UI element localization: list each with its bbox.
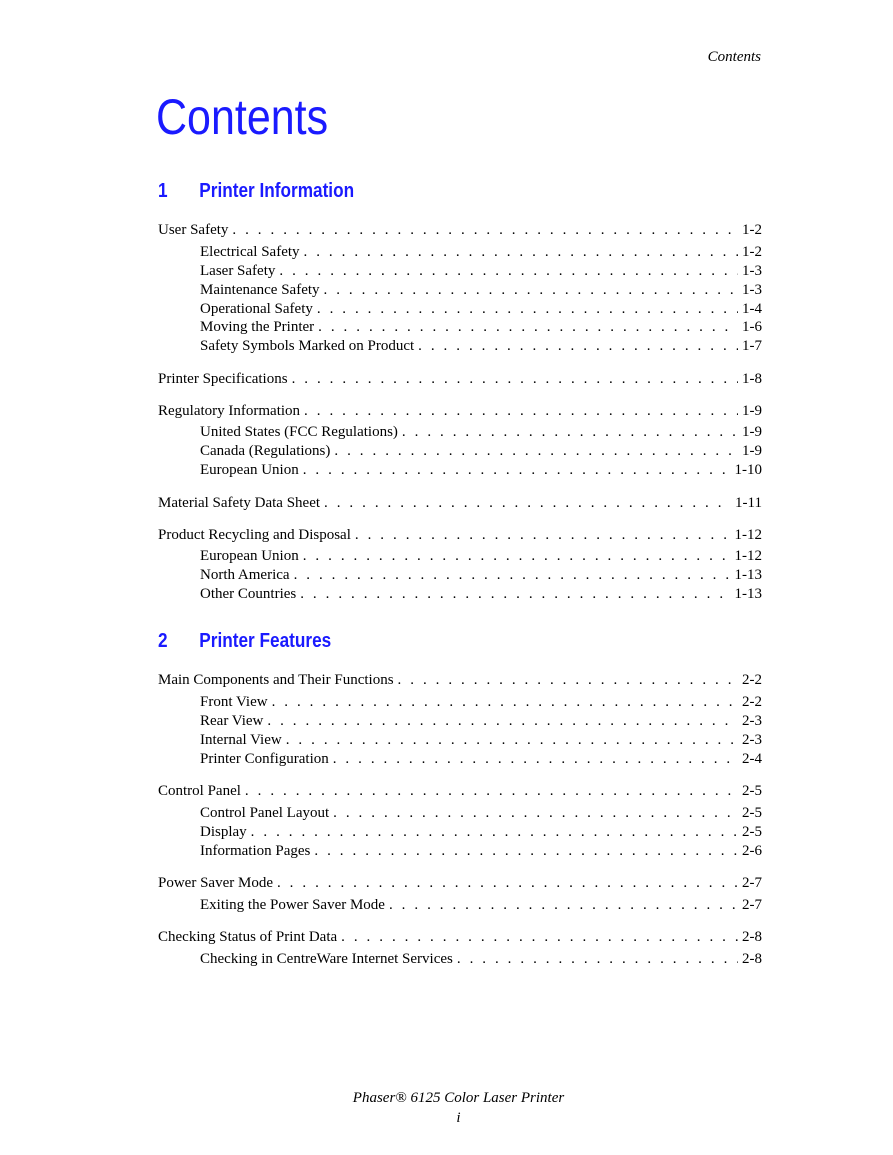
toc-subentry[interactable]	[200, 896, 762, 914]
chapter-heading-1	[158, 180, 354, 203]
toc-page-number: 1-4	[742, 301, 762, 317]
toc-page-number: 2-8	[742, 929, 762, 945]
toc-entry-label: Front View	[200, 694, 268, 710]
dot-leader	[292, 370, 738, 388]
toc-entry-label: European Union	[200, 548, 299, 564]
toc-entry[interactable]	[158, 402, 762, 420]
toc-entry[interactable]	[158, 782, 762, 800]
toc-page-number: 1-10	[734, 462, 762, 478]
dot-leader	[324, 494, 731, 512]
dot-leader	[304, 243, 738, 261]
toc-subentry[interactable]	[200, 693, 762, 711]
dot-leader	[303, 461, 731, 479]
footer-product-name: Phaser® 6125 Color Laser Printer	[352, 1090, 565, 1106]
dot-leader	[324, 281, 738, 299]
toc-entry-label: User Safety	[158, 222, 229, 238]
toc-entry-label: Exiting the Power Saver Mode	[200, 897, 385, 913]
toc-page-number: 2-5	[742, 783, 762, 799]
toc-subentry[interactable]	[200, 823, 762, 841]
dot-leader	[279, 262, 738, 280]
dot-leader	[303, 547, 731, 565]
dot-leader	[333, 804, 738, 822]
toc-entry-label: Canada (Regulations)	[200, 443, 331, 459]
dot-leader	[333, 750, 738, 768]
toc-entry[interactable]	[158, 671, 762, 689]
dot-leader	[277, 874, 738, 892]
toc-page-number: 2-6	[742, 843, 762, 859]
chapter-number: 2	[158, 630, 168, 652]
toc-subentry[interactable]	[200, 547, 762, 565]
toc-entry-label: Display	[200, 824, 247, 840]
chapter-heading-2	[158, 630, 331, 653]
toc-page-number: 1-2	[742, 222, 762, 238]
toc-page-number: 1-12	[734, 548, 762, 564]
toc-page-number: 2-8	[742, 951, 762, 967]
toc-entry-label: Moving the Printer	[200, 319, 315, 335]
toc-entry-label: Main Components and Their Functions	[158, 672, 394, 688]
toc-entry-label: United States (FCC Regulations)	[200, 424, 398, 440]
toc-entry-label: Power Saver Mode	[158, 875, 273, 891]
toc-subentry[interactable]	[200, 281, 762, 299]
dot-leader	[267, 712, 738, 730]
toc-page-number: 1-11	[735, 495, 762, 511]
toc-subentry[interactable]	[200, 585, 762, 603]
toc-entry-label: Printer Configuration	[200, 751, 329, 767]
toc-page-number: 1-2	[742, 244, 762, 260]
toc-page-number: 1-9	[742, 443, 762, 459]
toc-subentry[interactable]	[200, 950, 762, 968]
dot-leader	[355, 526, 731, 544]
toc-entry[interactable]	[158, 928, 762, 946]
toc-subentry[interactable]	[200, 712, 762, 730]
dot-leader	[232, 221, 738, 239]
toc-page-number: 1-9	[742, 424, 762, 440]
toc-entry-label: Checking in CentreWare Internet Services	[200, 951, 453, 967]
toc-entry-label: Control Panel	[158, 783, 241, 799]
dot-leader	[402, 423, 738, 441]
toc-subentry[interactable]	[200, 731, 762, 749]
toc-entry[interactable]	[158, 370, 762, 388]
toc-page-number: 2-4	[742, 751, 762, 767]
toc-entry[interactable]	[158, 526, 762, 544]
chapter-number: 1	[158, 180, 168, 202]
toc-subentry[interactable]	[200, 461, 762, 479]
toc-subentry[interactable]	[200, 566, 762, 584]
dot-leader	[294, 566, 731, 584]
dot-leader	[317, 300, 738, 318]
toc-entry-label: Other Countries	[200, 586, 297, 602]
toc-entry-label: Electrical Safety	[200, 244, 300, 260]
toc-subentry[interactable]	[200, 750, 762, 768]
toc-page-number: 2-5	[742, 824, 762, 840]
toc-subentry[interactable]	[200, 442, 762, 460]
toc-page-number: 2-7	[742, 897, 762, 913]
toc-page-number: 2-3	[742, 713, 762, 729]
dot-leader	[457, 950, 738, 968]
toc-entry-label: Laser Safety	[200, 263, 276, 279]
toc-page-number: 1-12	[734, 527, 762, 543]
page-footer	[0, 1088, 893, 1128]
dot-leader	[418, 337, 738, 355]
dot-leader	[272, 693, 738, 711]
dot-leader	[334, 442, 738, 460]
toc-entry-label: Safety Symbols Marked on Product	[200, 338, 415, 354]
page-title: Contents	[156, 89, 329, 145]
toc-entry[interactable]	[158, 874, 762, 892]
dot-leader	[318, 318, 738, 336]
dot-leader	[389, 896, 738, 914]
dot-leader	[245, 782, 738, 800]
toc-entry-label: Product Recycling and Disposal	[158, 527, 351, 543]
toc-page-number: 2-2	[742, 694, 762, 710]
chapter-title: Printer Features	[199, 630, 332, 652]
toc-entry-label: Printer Specifications	[158, 371, 288, 387]
toc-subentry[interactable]	[200, 318, 762, 336]
toc-page-number: 1-13	[734, 567, 762, 583]
dot-leader	[341, 928, 738, 946]
toc-entry-label: Rear View	[200, 713, 264, 729]
toc-entry-label: Control Panel Layout	[200, 805, 330, 821]
toc-subentry[interactable]	[200, 842, 762, 860]
toc-page-number: 1-8	[742, 371, 762, 387]
toc-entry-label: Internal View	[200, 732, 282, 748]
dot-leader	[286, 731, 738, 749]
toc-entry-label: North America	[200, 567, 290, 583]
toc-page-number: 1-3	[742, 282, 762, 298]
running-header: Contents	[707, 49, 761, 65]
toc-subentry[interactable]	[200, 423, 762, 441]
toc-entry-label: Checking Status of Print Data	[158, 929, 338, 945]
toc-page-number: 1-13	[734, 586, 762, 602]
toc-entry-label: European Union	[200, 462, 299, 478]
toc-page-number: 2-5	[742, 805, 762, 821]
toc-page-number: 2-3	[742, 732, 762, 748]
toc-subentry[interactable]	[200, 262, 762, 280]
toc-page-number: 1-9	[742, 403, 762, 419]
toc-page-number: 2-7	[742, 875, 762, 891]
toc-subentry[interactable]	[200, 804, 762, 822]
dot-leader	[251, 823, 738, 841]
toc-entry[interactable]	[158, 494, 762, 512]
toc-subentry[interactable]	[200, 243, 762, 261]
toc-subentry[interactable]	[200, 300, 762, 318]
toc-entry-label: Information Pages	[200, 843, 311, 859]
toc-subentry[interactable]	[200, 337, 762, 355]
dot-leader	[300, 585, 730, 603]
toc-entry[interactable]	[158, 221, 762, 239]
chapter-title: Printer Information	[199, 180, 355, 202]
toc-entry-label: Maintenance Safety	[200, 282, 320, 298]
dot-leader	[398, 671, 738, 689]
toc-entry-label: Operational Safety	[200, 301, 313, 317]
toc-entry-label: Material Safety Data Sheet	[158, 495, 321, 511]
toc-page-number: 2-2	[742, 672, 762, 688]
toc-page-number: 1-3	[742, 263, 762, 279]
toc-page-number: 1-7	[742, 338, 762, 354]
toc-page-number: 1-6	[742, 319, 762, 335]
dot-leader	[304, 402, 738, 420]
dot-leader	[314, 842, 738, 860]
footer-page-number: i	[456, 1110, 461, 1126]
toc-entry-label: Regulatory Information	[158, 403, 301, 419]
